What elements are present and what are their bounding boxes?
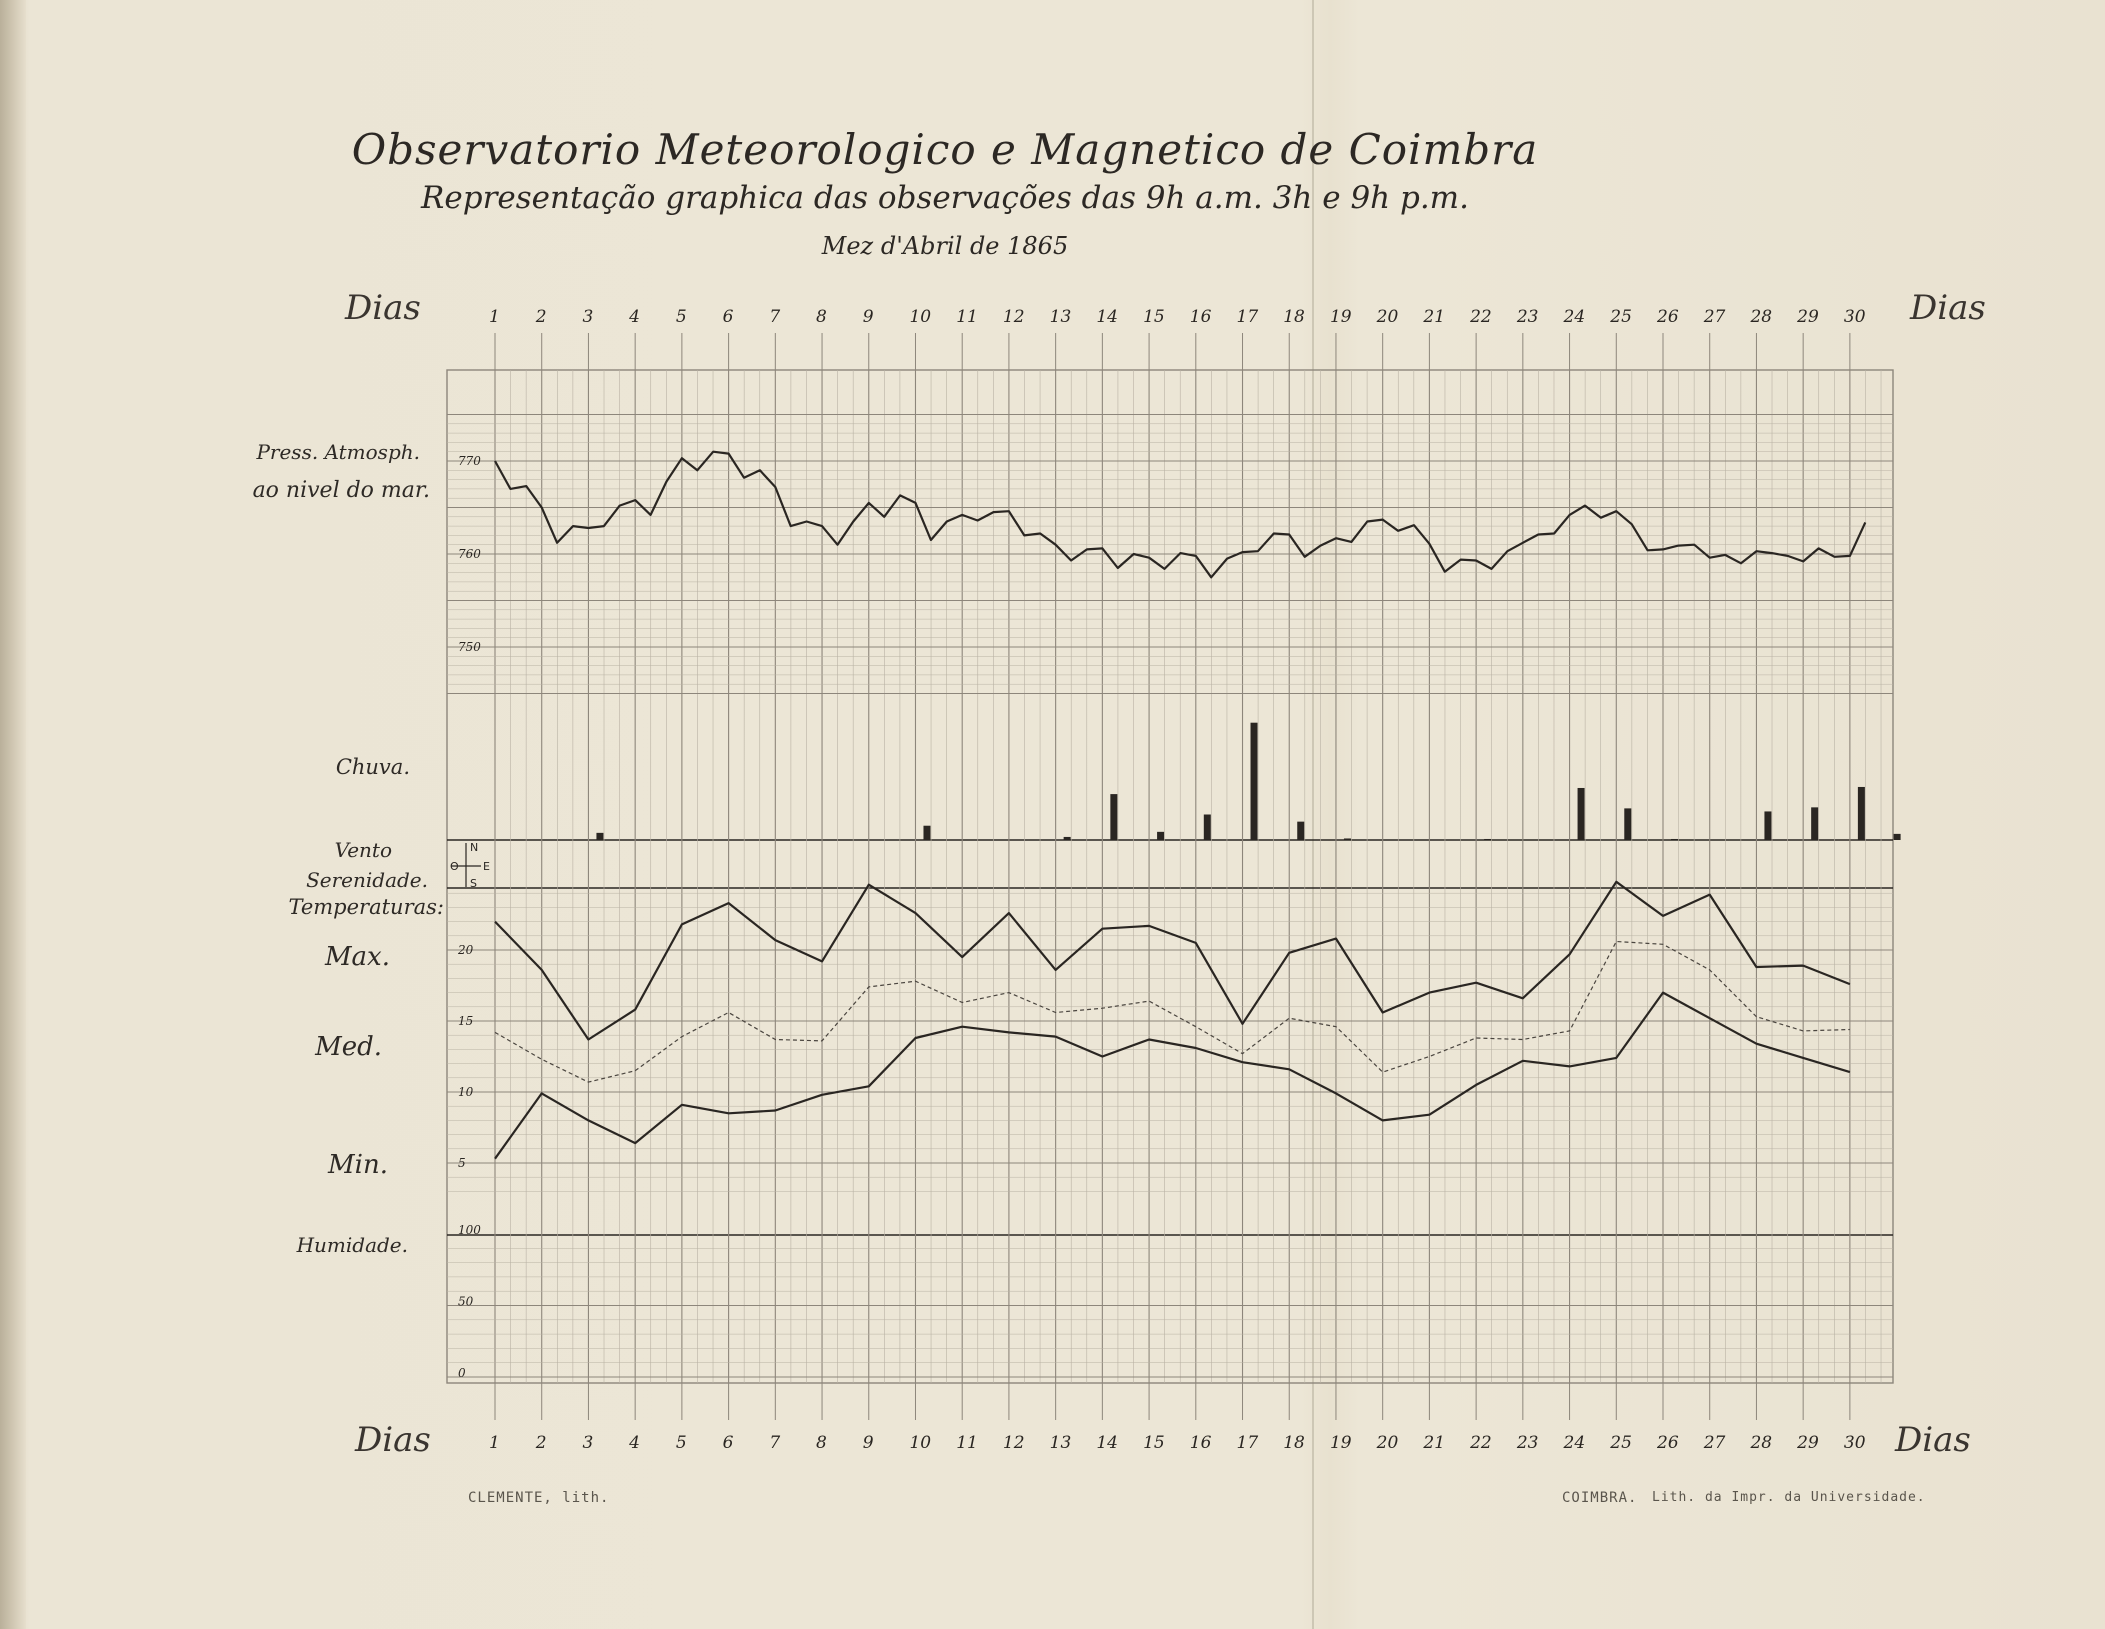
rain-bar	[1894, 834, 1901, 840]
rain-bar	[1484, 839, 1491, 840]
pressure-label-line1: Press. Atmosph.	[256, 440, 420, 464]
humidity-tick-label: 100	[458, 1223, 481, 1237]
day-label-bottom: 14	[1096, 1433, 1119, 1453]
rain-bar	[1204, 815, 1211, 841]
compass-e: E	[483, 860, 490, 873]
day-label-bottom: 12	[1002, 1433, 1025, 1453]
rain-bar	[1344, 838, 1351, 840]
chart-grid	[447, 333, 1893, 1420]
day-label-top: 30	[1843, 307, 1866, 327]
min-label: Min.	[328, 1150, 388, 1180]
wind-label: Vento	[334, 838, 392, 862]
day-label-top: 16	[1189, 307, 1212, 327]
day-label-bottom: 3	[582, 1433, 594, 1453]
day-label-bottom: 17	[1236, 1433, 1259, 1453]
rain-bar	[1671, 839, 1678, 840]
lithographer-credit: CLEMENTE, lith.	[468, 1490, 610, 1506]
rain-bar	[1811, 807, 1818, 840]
footer-city: COIMBRA.	[1562, 1490, 1638, 1506]
rain-bar	[1157, 832, 1164, 840]
day-label-top: 5	[675, 307, 687, 327]
day-label-top: 8	[816, 307, 827, 327]
rain-bar	[1764, 811, 1771, 840]
pressure-tick-label: 750	[458, 640, 481, 654]
day-label-top: 1	[489, 307, 500, 327]
rain-bar	[1251, 723, 1258, 840]
day-label-top: 20	[1376, 307, 1399, 327]
day-label-top: 24	[1563, 307, 1586, 327]
compass-rose-icon	[450, 841, 490, 890]
rain-bar	[923, 826, 930, 840]
day-label-top: 6	[722, 307, 734, 327]
day-label-top: 7	[769, 307, 781, 327]
day-label-bottom: 16	[1189, 1433, 1212, 1453]
rain-bar	[1858, 787, 1865, 840]
rain-label: Chuva.	[335, 755, 410, 779]
day-label-top: 3	[582, 307, 594, 327]
day-label-bottom: 19	[1329, 1433, 1352, 1453]
humidity-tick-label: 0	[458, 1366, 466, 1380]
day-label-top: 22	[1470, 307, 1492, 327]
temperature-tick-label: 10	[458, 1085, 474, 1099]
day-label-bottom: 15	[1143, 1433, 1165, 1453]
dias-label-bottom-right: Dias	[1895, 1420, 1971, 1460]
chart-title: Observatorio Meteorologico e Magnetico de Coimbra	[351, 125, 1539, 174]
day-label-bottom: 9	[862, 1433, 874, 1453]
day-label-bottom: 11	[956, 1433, 978, 1453]
rain-bar	[1110, 794, 1117, 840]
day-label-top: 23	[1516, 307, 1539, 327]
day-label-bottom: 30	[1843, 1433, 1866, 1453]
dias-label-top-right: Dias	[1910, 288, 1986, 328]
day-label-top: 12	[1002, 307, 1025, 327]
chart-marks	[457, 307, 1901, 1453]
day-label-bottom: 27	[1703, 1433, 1726, 1453]
day-label-top: 27	[1703, 307, 1726, 327]
dias-label-top-left: Dias	[345, 288, 421, 328]
day-label-top: 9	[862, 307, 874, 327]
day-label-bottom: 2	[535, 1433, 547, 1453]
compass-n: N	[470, 841, 479, 854]
day-label-bottom: 13	[1049, 1433, 1072, 1453]
day-label-top: 15	[1143, 307, 1165, 327]
serenity-label: Serenidade.	[306, 868, 428, 892]
day-label-bottom: 25	[1610, 1433, 1632, 1453]
day-label-bottom: 23	[1516, 1433, 1539, 1453]
pressure-label-line2: ao nivel do mar.	[252, 478, 430, 503]
day-label-top: 2	[535, 307, 547, 327]
rain-bar	[1624, 808, 1631, 840]
day-label-bottom: 7	[769, 1433, 781, 1453]
temperature-line-med	[495, 942, 1850, 1083]
footer-press: Lith. da Impr. da Universidade.	[1652, 1490, 1926, 1505]
med-label: Med.	[315, 1032, 382, 1062]
day-label-top: 29	[1797, 307, 1819, 327]
rain-bar	[1064, 837, 1071, 840]
humidity-tick-label: 50	[458, 1294, 474, 1309]
day-label-bottom: 18	[1283, 1433, 1305, 1453]
day-label-top: 28	[1750, 307, 1773, 327]
day-label-bottom: 5	[675, 1433, 687, 1453]
rain-bar	[596, 833, 603, 840]
day-label-top: 4	[629, 307, 640, 327]
day-label-bottom: 26	[1657, 1433, 1679, 1453]
chart-period: Mez d'Abril de 1865	[821, 232, 1069, 260]
temperature-line-min	[495, 993, 1850, 1159]
day-label-top: 26	[1657, 307, 1679, 327]
day-label-bottom: 20	[1376, 1433, 1399, 1453]
day-label-top: 21	[1423, 307, 1446, 327]
dias-label-bottom-left: Dias	[355, 1420, 431, 1460]
chart-subtitle: Representação graphica das observações das 9h a.m. 3h e 9h p.m.	[421, 180, 1469, 216]
temperature-tick-label: 15	[458, 1014, 474, 1028]
temperature-tick-label: 5	[458, 1156, 466, 1170]
day-label-bottom: 29	[1797, 1433, 1819, 1453]
chart-frame	[447, 370, 1893, 1383]
day-label-bottom: 28	[1750, 1433, 1773, 1453]
day-label-bottom: 22	[1470, 1433, 1492, 1453]
pressure-tick-label: 770	[458, 454, 481, 468]
day-label-top: 17	[1236, 307, 1259, 327]
day-label-bottom: 6	[722, 1433, 734, 1453]
day-label-top: 14	[1096, 307, 1119, 327]
day-label-bottom: 4	[629, 1433, 640, 1453]
day-label-bottom: 1	[489, 1433, 500, 1453]
day-label-bottom: 8	[816, 1433, 827, 1453]
day-label-bottom: 10	[909, 1433, 932, 1453]
day-label-bottom: 24	[1563, 1433, 1586, 1453]
max-label: Max.	[324, 942, 390, 972]
day-label-top: 25	[1610, 307, 1632, 327]
rain-bar	[1297, 822, 1304, 840]
rain-bar	[1578, 788, 1585, 840]
day-label-top: 18	[1283, 307, 1305, 327]
compass-o: O	[450, 860, 459, 873]
temperature-tick-label: 20	[458, 943, 474, 957]
day-label-top: 19	[1329, 307, 1352, 327]
day-label-bottom: 21	[1423, 1433, 1446, 1453]
temperatures-label: Temperaturas:	[288, 895, 444, 919]
compass-s: S	[470, 877, 477, 890]
day-label-top: 10	[909, 307, 932, 327]
humidity-label: Humidade.	[296, 1233, 408, 1257]
day-label-top: 13	[1049, 307, 1072, 327]
day-label-top: 11	[956, 307, 978, 327]
pressure-tick-label: 760	[458, 547, 481, 561]
